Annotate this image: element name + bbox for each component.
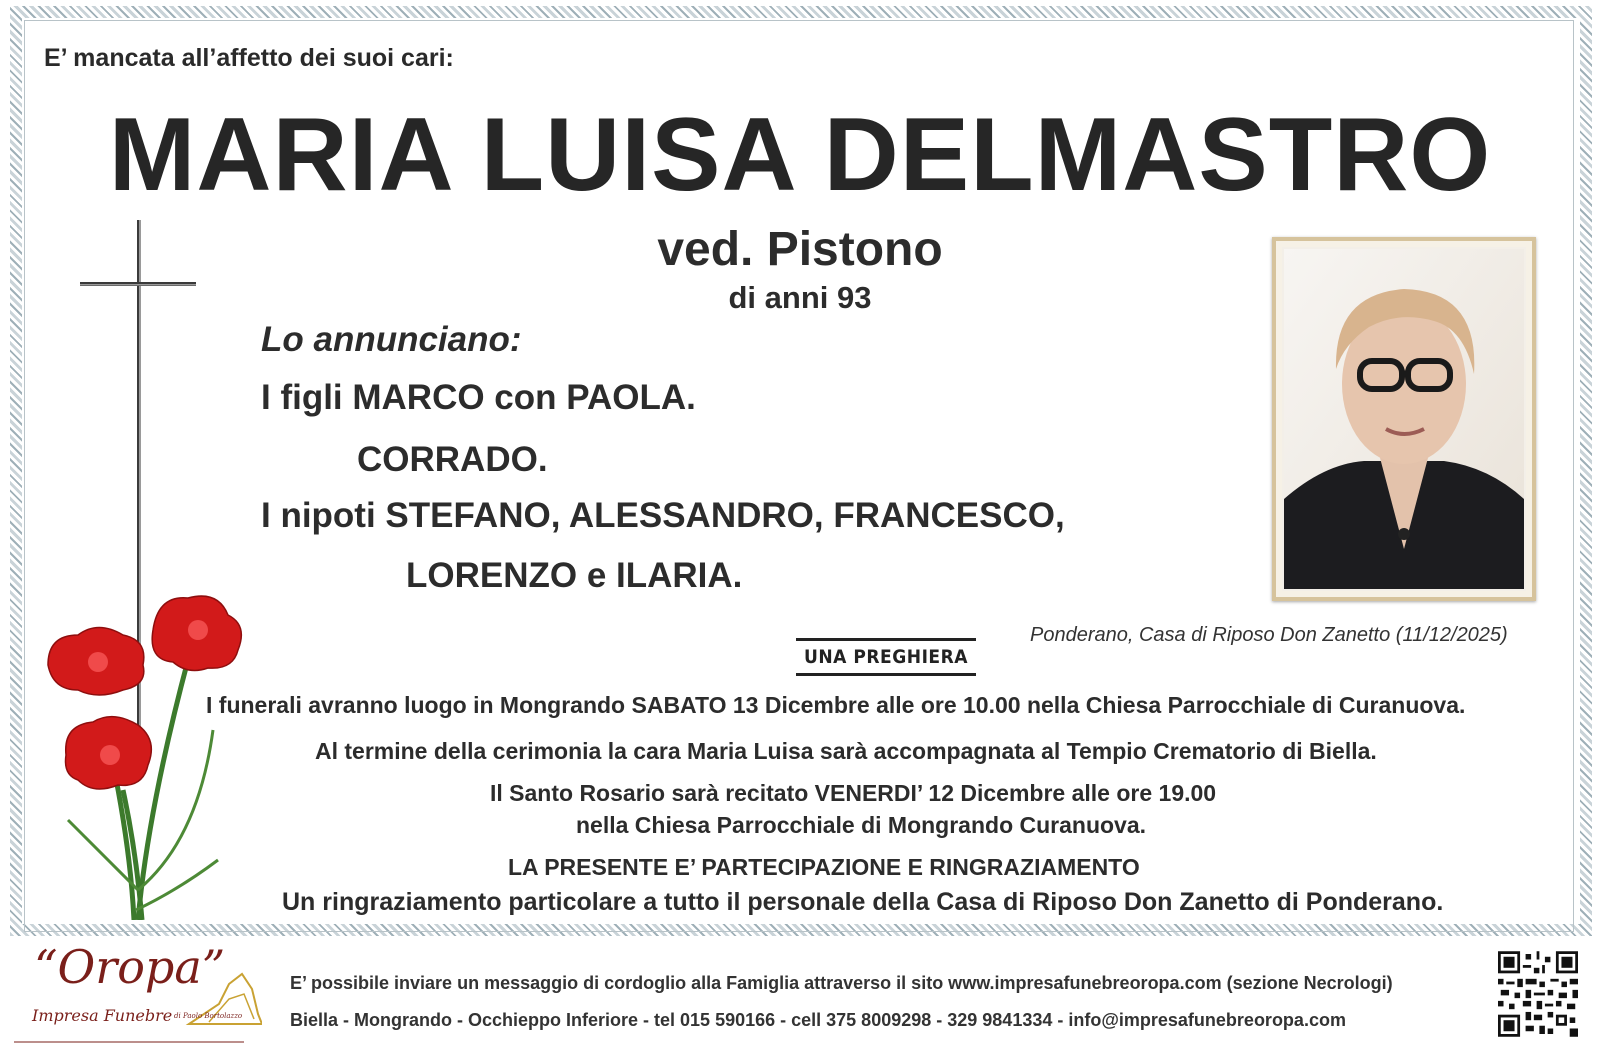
family-line: LORENZO e ILARIA. bbox=[406, 556, 743, 595]
rosary-location-line: nella Chiesa Parrocchiale di Mongrando Curanuova. bbox=[576, 812, 1147, 838]
family-line: CORRADO. bbox=[357, 440, 548, 479]
logo-subtitle: Impresa Funebre bbox=[32, 1006, 173, 1025]
rosary-info-line: Il Santo Rosario sarà recitato VENERDI’ 12 Dicembre alle ore 19.00 bbox=[490, 780, 1217, 806]
condolence-message: E’ possibile inviare un messaggio di cordoglio alla Famiglia attraverso il sito www.impresafunebreoropa.com (sezione Necrologi) bbox=[290, 973, 1393, 993]
participation-line: LA PRESENTE E’ PARTECIPAZIONE E RINGRAZIAMENTO bbox=[508, 854, 1140, 880]
intro-text: E’ mancata all’affetto dei suoi cari: bbox=[44, 44, 454, 72]
qr-code-icon[interactable] bbox=[1498, 951, 1578, 1037]
cremation-info-line: Al termine della cerimonia la cara Maria Luisa sarà accompagnata al Tempio Crematorio di Biella. bbox=[315, 738, 1377, 764]
contact-info: Biella - Mongrando - Occhieppo Inferiore - tel 015 590166 - cell 375 8009298 - 329 9841334 - info@impresafunebreoropa.com bbox=[290, 1010, 1346, 1030]
deceased-name: MARIA LUISA DELMASTRO bbox=[108, 97, 1492, 213]
family-line: I nipoti STEFANO, ALESSANDRO, FRANCESCO, bbox=[261, 496, 1065, 535]
logo-title: “Oropa” bbox=[34, 940, 226, 994]
prayer-link[interactable]: UNA PREGHIERA bbox=[796, 638, 976, 676]
oropa-logo bbox=[14, 940, 262, 1050]
logo-owner: di Paolo Bortolazzo bbox=[174, 1012, 243, 1020]
funeral-info-line: I funerali avranno luogo in Mongrando SABATO 13 Dicembre alle ore 10.00 nella Chiesa Parrocchiale di Curanuova. bbox=[206, 692, 1466, 718]
age-text: di anni 93 bbox=[728, 280, 872, 315]
thanks-line: Un ringraziamento particolare a tutto il personale della Casa di Riposo Don Zanetto di Ponderano. bbox=[282, 888, 1444, 916]
deceased-photo bbox=[1272, 237, 1536, 601]
announce-heading: Lo annunciano: bbox=[261, 320, 522, 359]
place-date: Ponderano, Casa di Riposo Don Zanetto (11/12/2025) bbox=[1030, 624, 1508, 646]
carnations-icon bbox=[38, 590, 268, 920]
widow-of: ved. Pistono bbox=[657, 223, 943, 276]
family-line: I figli MARCO con PAOLA. bbox=[261, 378, 696, 417]
